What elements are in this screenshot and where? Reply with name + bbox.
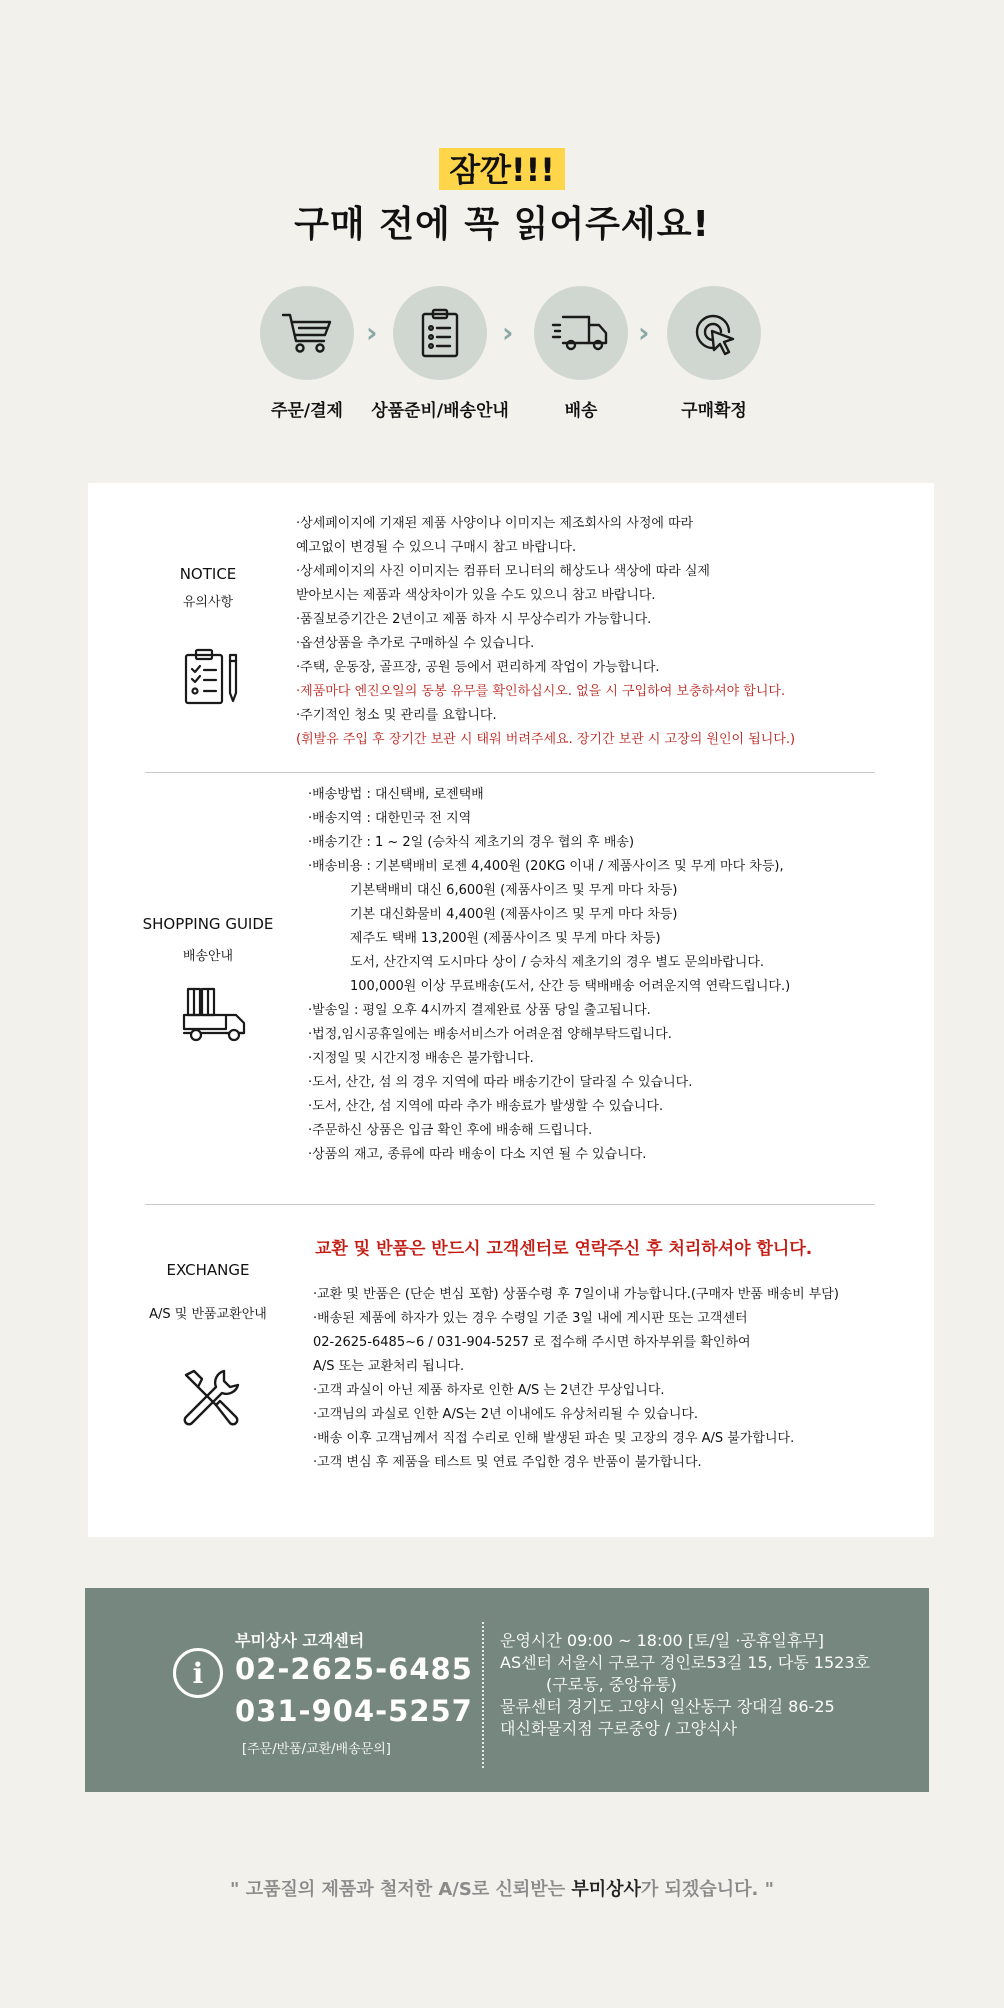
step-shipping (506, 286, 656, 421)
exchange-line: ·배송된 제품에 하자가 있는 경우 수령일 기준 3일 내에 게시판 또는 고객센터 (313, 1311, 748, 1326)
shipping-line: ·배송비용 : 기본택배비 로젠 4,400원 (20KG 이내 / 제품사이즈 및 무게 마다 차등), (308, 859, 784, 874)
step-order-payment (232, 286, 382, 421)
clipboard-checklist-icon (182, 647, 242, 707)
shipping-line: ·도서, 산간, 섬 의 경우 지역에 따라 배송기간이 달라질 수 있습니다. (308, 1075, 693, 1090)
shipping-line: ·주문하신 상품은 입금 확인 후에 배송해 드립니다. (308, 1123, 593, 1138)
step-label: 주문/결제 (271, 401, 343, 421)
phone-number-2[interactable]: 031-904-5257 (235, 1694, 473, 1728)
hero-heading (0, 148, 1004, 190)
notice-title: NOTICE (179, 565, 237, 583)
step-arrow-3: › (638, 316, 650, 349)
exchange-line: ·교환 및 반품은 (단순 변심 포함) 상품수령 후 7일이내 가능합니다.(구매자 반품 배송비 부담) (313, 1287, 839, 1302)
shipping-line: ·배송지역 : 대한민국 전 지역 (308, 811, 472, 826)
notice-line: ·주기적인 청소 및 관리를 요합니다. (296, 708, 497, 723)
shipping-line: ·발송일 : 평일 오후 4시까지 결제완료 상품 당일 출고됩니다. (308, 1003, 651, 1018)
step-label: 상품준비/배송안내 (371, 401, 509, 421)
exchange-headline: 교환 및 반품은 반드시 고객센터로 연락주신 후 처리하셔야 합니다. (315, 1239, 813, 1259)
quote-brand: 부미상사 (571, 1879, 641, 1900)
exchange-line: 02-2625-6485~6 / 031-904-5257 로 접수해 주시면 하자부위를 확인하여 (313, 1335, 751, 1350)
section-divider (145, 1204, 875, 1205)
notice-line: ·옵션상품을 추가로 구매하실 수 있습니다. (296, 636, 535, 651)
shipping-line: ·도서, 산간, 섬 지역에 따라 추가 배송료가 발생할 수 있습니다. (308, 1099, 664, 1114)
notice-line: 받아보시는 제품과 색상차이가 있을 수도 있으니 참고 바랍니다. (296, 588, 656, 603)
truck-with-boxes-icon (182, 985, 248, 1043)
shipping-line: 100,000원 이상 무료배송(도서, 산간 등 택배배송 어려운지역 연락드립니다.) (350, 979, 791, 994)
clipboard-checklist-icon (420, 308, 460, 358)
step-circle (393, 286, 487, 380)
exchange-line: ·고객 과실이 아닌 제품 하자로 인한 A/S 는 2년간 무상입니다. (313, 1383, 665, 1398)
notice-subtitle: 유의사항 (182, 595, 234, 610)
quote-before: " 고품질의 제품과 철저한 A/S로 신뢰받는 (230, 1879, 572, 1900)
notice-warning-line: ·제품마다 엔진오일의 동봉 유무를 확인하십시오. 없을 시 구입하여 보충하셔야 합니다. (296, 684, 786, 699)
exchange-line: ·배송 이후 고객님께서 직접 수리로 인해 발생된 파손 및 고장의 경우 A/S 불가합니다. (313, 1431, 795, 1446)
notice-line: ·품질보증기간은 2년이고 제품 하자 시 무상수리가 가능합니다. (296, 612, 652, 627)
exchange-title: EXCHANGE (166, 1261, 250, 1279)
shipping-title: SHOPPING GUIDE (142, 915, 274, 933)
exchange-lines (313, 1283, 839, 1475)
customer-center-panel (85, 1588, 929, 1792)
shipping-line: ·배송방법 : 대신택배, 로젠택배 (308, 787, 484, 802)
purchase-steps (0, 286, 1004, 421)
as-center-address: AS센터 서울시 구로구 경인로53길 15, 다동 1523호 (500, 1653, 870, 1672)
click-pointer-icon (691, 310, 737, 356)
shipping-line: ·배송기간 : 1 ~ 2일 (승차식 제초기의 경우 협의 후 배송) (308, 835, 635, 850)
info-card (88, 483, 934, 1537)
customer-center-name: 부미상사 고객센터 (235, 1631, 365, 1650)
logistics-address: 물류센터 경기도 고양시 일산동구 장대길 86-25 (500, 1697, 835, 1716)
step-circle (260, 286, 354, 380)
notice-line: 예고없이 변경될 수 있으니 구매시 참고 바랍니다. (296, 540, 577, 555)
shipping-line: 도서, 산간지역 도시마다 상이 / 승차식 제초기의 경우 별도 문의바랍니다. (350, 955, 765, 970)
step-circle (667, 286, 761, 380)
section-divider (145, 772, 875, 773)
shipping-line: ·상품의 재고, 종류에 따라 배송이 다소 지연 될 수 있습니다. (308, 1147, 647, 1162)
customer-center-note: [주문/반품/교환/배송문의] (242, 1742, 391, 1757)
cargo-branch: 대신화물지점 구로중앙 / 고양식사 (500, 1719, 738, 1738)
step-preparation-guide (365, 286, 515, 421)
vertical-divider (482, 1622, 484, 1768)
step-purchase-confirm (639, 286, 789, 421)
as-center-address-2: (구로동, 중앙유통) (546, 1675, 677, 1694)
exchange-line: ·고객님의 과실로 인한 A/S는 2년 이내에도 유상처리될 수 있습니다. (313, 1407, 699, 1422)
shipping-line: ·지정일 및 시간지정 배송은 불가합니다. (308, 1051, 534, 1066)
notice-line: ·상세페이지의 사진 이미지는 컴퓨터 모니터의 해상도나 색상에 따라 실제 (296, 564, 710, 579)
notice-lines (296, 512, 795, 752)
business-hours: 운영시간 09:00 ~ 18:00 [토/일 ·공휴일휴무] (500, 1631, 825, 1650)
customer-center-details (500, 1630, 870, 1740)
shopping-cart-icon (281, 311, 333, 355)
step-label: 구매확정 (681, 401, 747, 421)
hero-highlight: 잠깐!!! (439, 148, 565, 190)
step-arrow-1: › (366, 316, 378, 349)
step-label: 배송 (564, 401, 598, 421)
shipping-lines (308, 783, 790, 1167)
shipping-line: ·법정,임시공휴일에는 배송서비스가 어려운점 양해부탁드립니다. (308, 1027, 672, 1042)
step-circle (534, 286, 628, 380)
delivery-truck-icon (551, 313, 611, 353)
shipping-line: 기본택배비 대신 6,600원 (제품사이즈 및 무게 마다 차등) (350, 883, 678, 898)
shipping-subtitle: 배송안내 (182, 949, 234, 964)
phone-number-1[interactable]: 02-2625-6485 (235, 1652, 473, 1686)
exchange-line: ·고객 변심 후 제품을 테스트 및 연료 주입한 경우 반품이 불가합니다. (313, 1455, 702, 1470)
hero-subtitle: 구매 전에 꼭 읽어주세요! (294, 204, 710, 245)
info-icon: i (173, 1648, 223, 1698)
wrench-screwdriver-icon (180, 1367, 242, 1429)
shipping-line: 기본 대신화물비 4,400원 (제품사이즈 및 무게 마다 차등) (350, 907, 678, 922)
shipping-line: 제주도 택배 13,200원 (제품사이즈 및 무게 마다 차등) (350, 931, 661, 946)
quote-after: 가 되겠습니다. " (640, 1879, 774, 1900)
step-arrow-2: › (502, 316, 514, 349)
notice-line: ·상세페이지에 기재된 제품 사양이나 이미지는 제조회사의 사정에 따라 (296, 516, 694, 531)
exchange-subtitle: A/S 및 반품교환안내 (149, 1307, 267, 1322)
exchange-line: A/S 또는 교환처리 됩니다. (313, 1359, 465, 1374)
notice-line: ·주택, 운동장, 골프장, 공원 등에서 편리하게 작업이 가능합니다. (296, 660, 660, 675)
footer-quote (0, 1875, 1004, 1901)
notice-warning-line: (휘발유 주입 후 장기간 보관 시 태워 버려주세요. 장기간 보관 시 고장의 원인이 됩니다.) (296, 732, 796, 747)
